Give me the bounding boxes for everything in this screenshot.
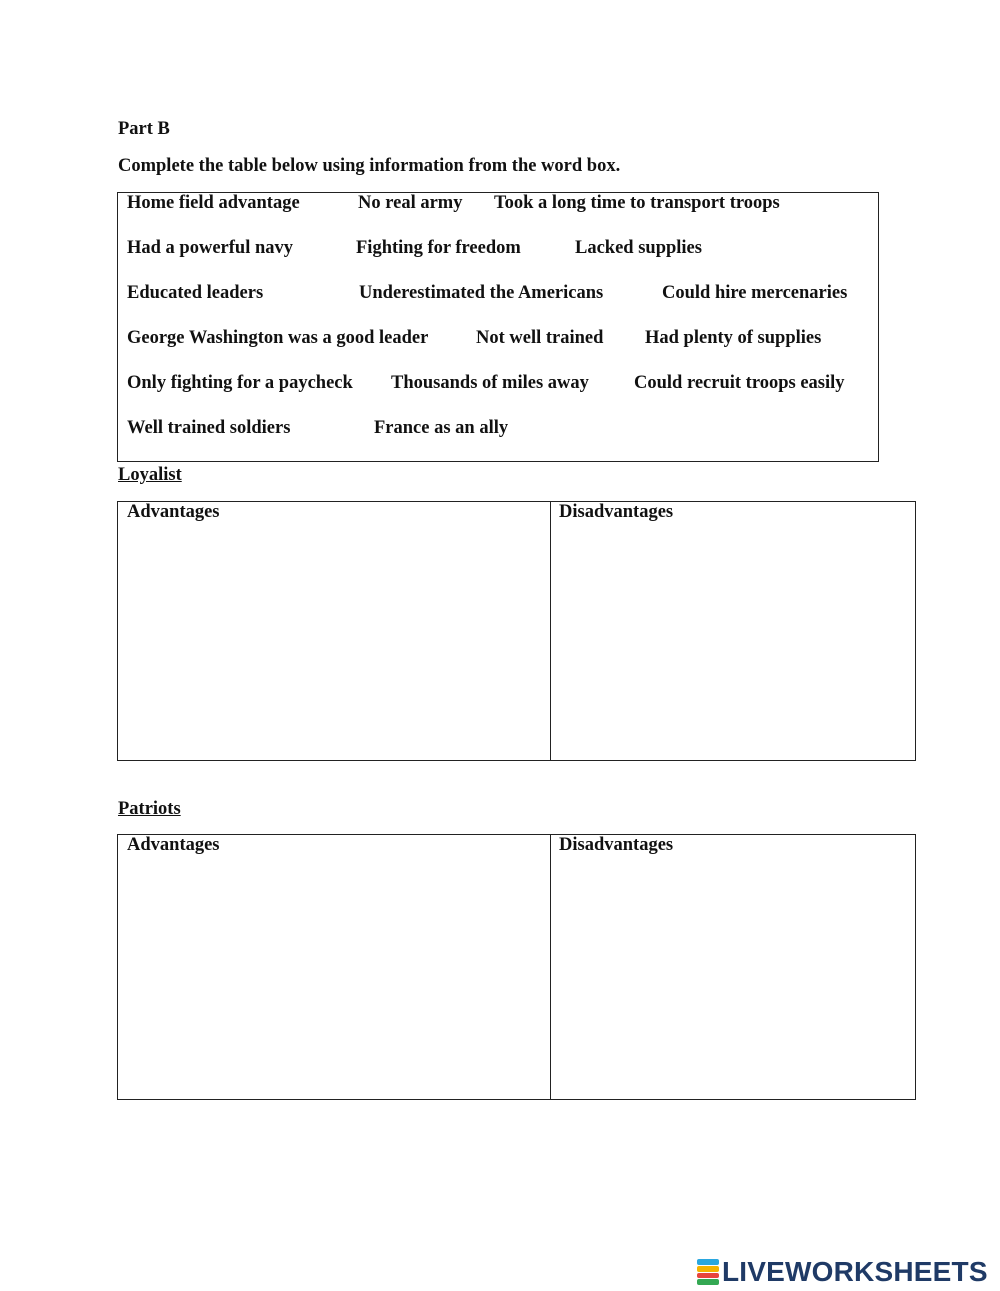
word-box [117, 192, 879, 462]
word-item[interactable]: Could hire mercenaries [662, 283, 848, 303]
logo-badge-cell [697, 1279, 719, 1285]
word-item[interactable]: France as an ally [374, 418, 509, 438]
logo-badge-cell [697, 1273, 719, 1279]
word-item[interactable]: Well trained soldiers [127, 418, 291, 438]
word-item[interactable]: Only fighting for a paycheck [127, 373, 353, 393]
loyalist-disadvantages-header: Disadvantages [559, 502, 674, 522]
word-item[interactable]: Lacked supplies [575, 238, 702, 258]
column-divider [550, 835, 551, 1099]
word-item[interactable]: Not well trained [476, 328, 604, 348]
logo-text: LIVEWORKSHEETS [722, 1256, 988, 1287]
loyalist-label: Loyalist [118, 465, 182, 485]
word-item[interactable]: George Washington was a good leader [127, 328, 429, 348]
word-item[interactable]: Thousands of miles away [391, 373, 589, 393]
word-item[interactable]: Educated leaders [127, 283, 264, 303]
word-item[interactable]: Fighting for freedom [356, 238, 521, 258]
word-item[interactable]: Could recruit troops easily [634, 373, 845, 393]
word-item[interactable]: Home field advantage [127, 193, 300, 213]
word-item[interactable]: No real army [358, 193, 463, 213]
logo-badge-cell [697, 1259, 719, 1265]
word-item[interactable]: Had a powerful navy [127, 238, 294, 258]
logo-badge-cell [697, 1266, 719, 1272]
liveworksheets-logo [697, 1256, 988, 1288]
loyalist-table [117, 501, 916, 761]
word-item[interactable]: Took a long time to transport troops [494, 193, 780, 213]
patriots-label: Patriots [118, 799, 181, 819]
patriots-advantages-header: Advantages [127, 835, 220, 855]
patriots-table [117, 834, 916, 1100]
logo-badge-icon [697, 1259, 719, 1285]
column-divider [550, 502, 551, 760]
instructions: Complete the table below using information from the word box. [118, 156, 621, 176]
patriots-disadvantages-header: Disadvantages [559, 835, 674, 855]
part-title: Part B [118, 119, 170, 139]
loyalist-advantages-header: Advantages [127, 502, 220, 522]
word-item[interactable]: Underestimated the Americans [359, 283, 604, 303]
word-item[interactable]: Had plenty of supplies [645, 328, 822, 348]
